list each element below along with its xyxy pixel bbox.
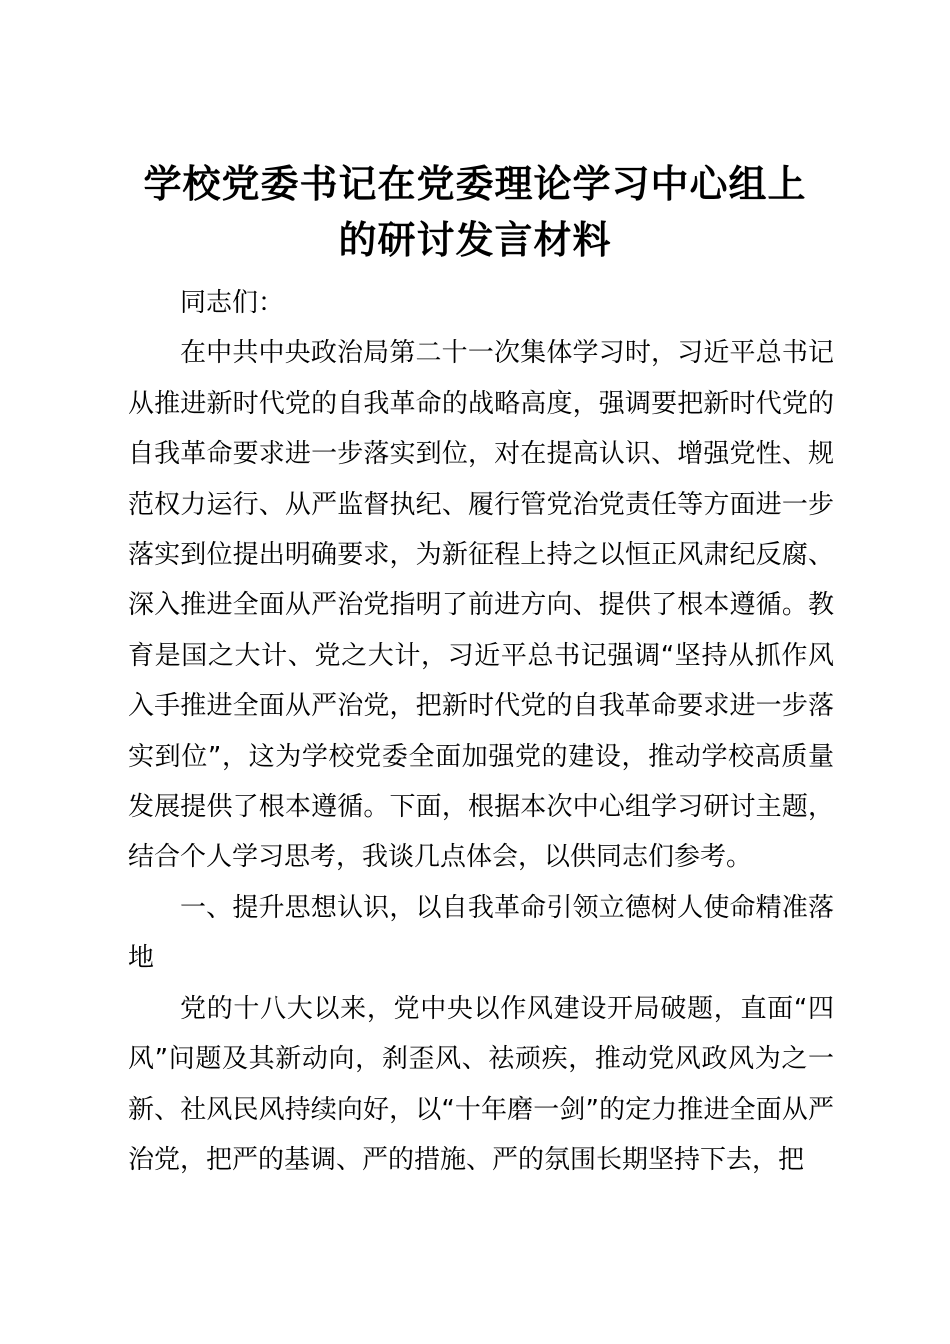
salutation: 同志们： xyxy=(180,288,285,318)
document-body xyxy=(128,278,834,1185)
paragraph-1: 在中共中央政治局第二十一次集体学习时，习近平总书记从推进新时代党的自我革命的战略高度，强调要把新时代党的自我革命要求进一步落实到位，对在提高认识、增强党性、规范权力运行、从严监督执纪、履行管党治党责任等方面进一步落实到位提出明确要求，为新征程上持之以恒正风肃纪反腐、深入推进全面从严治党指明了前进方向、提供了根本遵循。教育是国之大计、党之大计，习近平总书记强调“坚持从抓作风入手推进全面从严治党，把新时代党的自我革命要求进一步落实到位”，这为学校党委全面加强党的建设，推动学校高质量发展提供了根本遵循。下面，根据本次中心组学习研讨主题，结合个人学习思考，我谈几点体会，以供同志们参考。 xyxy=(128,338,834,873)
section-heading-1: 一、提升思想认识，以自我革命引领立德树人使命精准落地 xyxy=(128,892,834,974)
document-title-line-2: 的研讨发言材料 xyxy=(338,217,612,262)
document-title-line-1: 学校党委书记在党委理论学习中心组上 xyxy=(143,161,807,206)
paragraph-2: 党的十八大以来，党中央以作风建设开局破题，直面“四风”问题及其新动向，刹歪风、祛顽疾，推动党风政风为之一新、社风民风持续向好，以“十年磨一剑”的定力推进全面从严治党，把严的基调、严的措施、严的氛围长期坚持下去，把 xyxy=(128,993,834,1175)
